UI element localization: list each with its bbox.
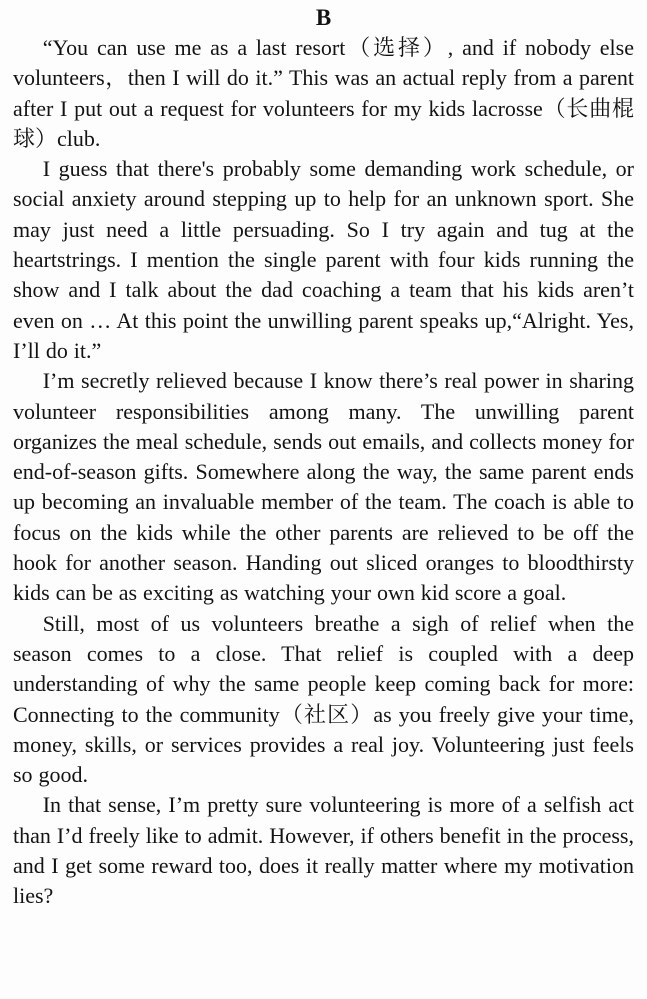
paragraph-3: I’m secretly relieved because I know there’s real power in sharing volunteer responsibilities among many. The unwilling parent organizes the meal schedule, sends out emails, and collects money for end-of-season gifts. Somewhere along the way, the same parent ends up becoming an invaluable member of the team. The coach is able to focus on the kids while the other parents are relieved to be off the hook for another season. Handing out sliced oranges to bloodthirsty kids can be as exciting as watching your own kid score a goal. — [13, 368, 634, 606]
paragraph-5: In that sense, I’m pretty sure volunteering is more of a selfish act than I’d freely like to admit. However, if others benefit in the process, and I get some reward too, does it really matter where my motivation lies? — [13, 792, 634, 909]
passage-title: B — [315, 5, 332, 30]
paragraph-2: I guess that there's probably some demanding work schedule, or social anxiety around stepping up to help for an unknown sport. She may just need a little persuading. So I try again and tug at the heartstrings. I mention the single parent with four kids running the show and I talk about the dad coaching a team that his kids aren’t even on … At this point the unwilling parent speaks up,“Alright. Yes, I’ll do it.” — [13, 156, 634, 363]
paragraph-1: “You can use me as a last resort（选择）, and if nobody else volunteers，then I will do it.” This was an actual reply from a parent after I put out a request for volunteers for my kids lacrosse（长曲棍球）club. — [13, 35, 634, 151]
paragraph-4: Still, most of us volunteers breathe a sigh of relief when the season comes to a close. That relief is coupled with a deep understanding of why the same people keep coming back for more: Connecting to the community（社区）as you freely give your time, money, skills, or services provides a real joy. Volunteering just feels so good. — [13, 610, 634, 788]
